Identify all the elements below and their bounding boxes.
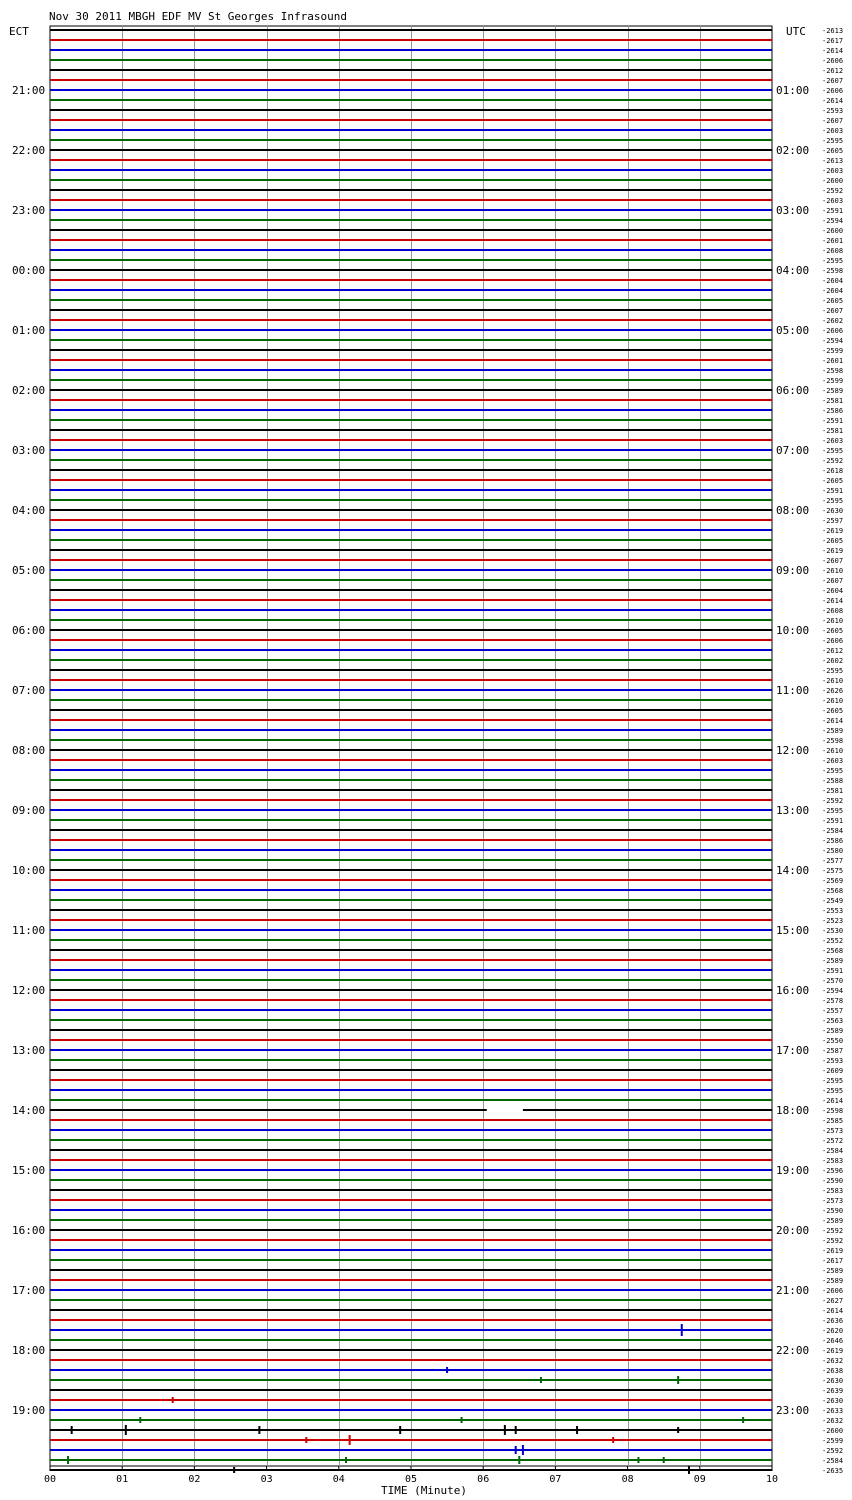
trace-value: -2581 — [822, 787, 844, 795]
trace-value: -2589 — [822, 1027, 844, 1035]
trace-value: -2635 — [822, 1467, 844, 1475]
hour-label-utc: 10:00 — [776, 624, 810, 637]
trace-value: -2595 — [822, 807, 844, 815]
x-tick-label: 07 — [549, 1474, 562, 1485]
trace-value: -2601 — [822, 237, 844, 245]
trace-value: -2591 — [822, 817, 844, 825]
x-tick-label: 05 — [404, 1474, 418, 1485]
trace-value: -2595 — [822, 447, 844, 455]
hour-label-ect: 01:00 — [12, 324, 46, 337]
hour-label-utc: 07:00 — [776, 444, 810, 457]
trace-value: -2613 — [822, 157, 844, 165]
hour-label-utc: 18:00 — [776, 1104, 810, 1117]
x-tick-label: 04 — [332, 1474, 345, 1485]
trace-value: -2589 — [822, 1277, 844, 1285]
hour-label-ect: 09:00 — [12, 804, 46, 817]
trace-value: -2587 — [822, 1047, 844, 1055]
trace-value: -2606 — [822, 87, 844, 95]
hour-label-utc: 13:00 — [776, 804, 810, 817]
trace-value: -2563 — [822, 1017, 844, 1025]
hour-label-ect: 04:00 — [12, 504, 46, 517]
trace-value: -2612 — [822, 67, 844, 75]
trace-value: -2610 — [822, 677, 844, 685]
trace-value: -2599 — [822, 377, 844, 385]
trace-value: -2592 — [822, 187, 844, 195]
trace-value: -2597 — [822, 517, 844, 525]
trace-value: -2602 — [822, 317, 844, 325]
trace-value: -2607 — [822, 307, 844, 315]
trace-value: -2584 — [822, 1457, 844, 1465]
trace-value: -2619 — [822, 1347, 844, 1355]
trace-value: -2591 — [822, 967, 844, 975]
x-tick-label: 08 — [621, 1474, 634, 1485]
x-tick-label: 02 — [188, 1474, 201, 1485]
trace-value: -2604 — [822, 277, 844, 285]
hour-label-utc: 04:00 — [776, 264, 810, 277]
trace-value: -2593 — [822, 107, 844, 115]
trace-value: -2591 — [822, 487, 844, 495]
trace-value: -2589 — [822, 957, 844, 965]
trace-value: -2594 — [822, 337, 844, 345]
trace-value: -2632 — [822, 1357, 844, 1365]
trace-value: -2603 — [822, 167, 844, 175]
trace-value: -2583 — [822, 1187, 844, 1195]
trace-value: -2630 — [822, 1397, 844, 1405]
trace-value: -2589 — [822, 1267, 844, 1275]
trace-value: -2605 — [822, 297, 844, 305]
trace-value: -2552 — [822, 937, 844, 945]
trace-value: -2584 — [822, 1147, 844, 1155]
trace-value: -2610 — [822, 567, 844, 575]
trace-value: -2557 — [822, 1007, 844, 1015]
trace-value: -2606 — [822, 637, 844, 645]
trace-value: -2592 — [822, 797, 844, 805]
trace-value: -2613 — [822, 27, 844, 35]
ect-label: ECT — [9, 25, 29, 38]
trace-value: -2595 — [822, 137, 844, 145]
trace-value: -2601 — [822, 357, 844, 365]
trace-value: -2589 — [822, 1217, 844, 1225]
trace-value: -2592 — [822, 457, 844, 465]
trace-value: -2598 — [822, 267, 844, 275]
hour-label-ect: 15:00 — [12, 1164, 46, 1177]
trace-value: -2598 — [822, 737, 844, 745]
hour-label-ect: 23:00 — [12, 204, 46, 217]
trace-value: -2602 — [822, 657, 844, 665]
hour-label-ect: 21:00 — [12, 84, 46, 97]
trace-value: -2530 — [822, 927, 844, 935]
x-tick-label: 06 — [477, 1474, 490, 1485]
hour-label-ect: 17:00 — [12, 1284, 46, 1297]
trace-value: -2583 — [822, 1157, 844, 1165]
hour-label-utc: 11:00 — [776, 684, 810, 697]
hour-label-ect: 08:00 — [12, 744, 46, 757]
trace-value: -2594 — [822, 217, 844, 225]
trace-value: -2600 — [822, 177, 844, 185]
hour-label-utc: 14:00 — [776, 864, 810, 877]
trace-value: -2614 — [822, 597, 844, 605]
hour-label-utc: 08:00 — [776, 504, 810, 517]
trace-value: -2573 — [822, 1127, 844, 1135]
trace-value: -2594 — [822, 987, 844, 995]
trace-value: -2617 — [822, 37, 844, 45]
hour-label-utc: 16:00 — [776, 984, 810, 997]
hour-label-utc: 03:00 — [776, 204, 810, 217]
trace-value: -2636 — [822, 1317, 844, 1325]
trace-value: -2592 — [822, 1237, 844, 1245]
trace-value: -2633 — [822, 1407, 844, 1415]
trace-value: -2586 — [822, 407, 844, 415]
trace-value: -2604 — [822, 287, 844, 295]
trace-value: -2626 — [822, 687, 844, 695]
trace-value: -2608 — [822, 607, 844, 615]
trace-value: -2550 — [822, 1037, 844, 1045]
trace-value: -2596 — [822, 1167, 844, 1175]
hour-label-ect: 22:00 — [12, 144, 46, 157]
trace-value: -2549 — [822, 897, 844, 905]
trace-value: -2617 — [822, 1257, 844, 1265]
trace-value: -2614 — [822, 1307, 844, 1315]
trace-value: -2638 — [822, 1367, 844, 1375]
trace-value: -2573 — [822, 1197, 844, 1205]
hour-label-ect: 14:00 — [12, 1104, 46, 1117]
hour-label-utc: 02:00 — [776, 144, 810, 157]
trace-value: -2606 — [822, 1287, 844, 1295]
hour-label-ect: 03:00 — [12, 444, 46, 457]
trace-value: -2599 — [822, 1437, 844, 1445]
trace-value: -2572 — [822, 1137, 844, 1145]
trace-value: -2609 — [822, 1067, 844, 1075]
trace-value: -2575 — [822, 867, 844, 875]
trace-value: -2603 — [822, 757, 844, 765]
trace-value: -2591 — [822, 417, 844, 425]
trace-value: -2599 — [822, 347, 844, 355]
trace-value: -2570 — [822, 977, 844, 985]
trace-value: -2598 — [822, 367, 844, 375]
hour-label-utc: 15:00 — [776, 924, 810, 937]
trace-value: -2586 — [822, 837, 844, 845]
trace-value: -2607 — [822, 117, 844, 125]
trace-value: -2568 — [822, 947, 844, 955]
trace-value: -2600 — [822, 1427, 844, 1435]
trace-value: -2606 — [822, 57, 844, 65]
trace-value: -2607 — [822, 557, 844, 565]
trace-value: -2568 — [822, 887, 844, 895]
trace-value: -2603 — [822, 127, 844, 135]
trace-value: -2581 — [822, 427, 844, 435]
trace-value: -2610 — [822, 747, 844, 755]
hour-label-utc: 06:00 — [776, 384, 810, 397]
hour-label-ect: 11:00 — [12, 924, 46, 937]
trace-value: -2619 — [822, 1247, 844, 1255]
hour-label-utc: 21:00 — [776, 1284, 810, 1297]
x-tick-label: 10 — [765, 1474, 779, 1485]
trace-value: -2592 — [822, 1447, 844, 1455]
x-tick-label: 00 — [43, 1474, 57, 1485]
trace-value: -2585 — [822, 1117, 844, 1125]
hour-label-utc: 22:00 — [776, 1344, 810, 1357]
hour-label-utc: 12:00 — [776, 744, 810, 757]
trace-value: -2620 — [822, 1327, 844, 1335]
trace-value: -2610 — [822, 617, 844, 625]
hour-label-ect: 10:00 — [12, 864, 46, 877]
trace-value: -2630 — [822, 1377, 844, 1385]
trace-value: -2553 — [822, 907, 844, 915]
trace-value: -2607 — [822, 577, 844, 585]
trace-value: -2584 — [822, 827, 844, 835]
trace-value: -2605 — [822, 627, 844, 635]
trace-value: -2612 — [822, 647, 844, 655]
trace-value: -2588 — [822, 777, 844, 785]
trace-value: -2619 — [822, 527, 844, 535]
hour-label-ect: 16:00 — [12, 1224, 46, 1237]
hour-label-ect: 02:00 — [12, 384, 46, 397]
trace-value: -2630 — [822, 507, 844, 515]
hour-label-ect: 00:00 — [12, 264, 46, 277]
hour-label-ect: 18:00 — [12, 1344, 46, 1357]
hour-label-utc: 23:00 — [776, 1404, 810, 1417]
trace-value: -2595 — [822, 497, 844, 505]
trace-value: -2590 — [822, 1207, 844, 1215]
x-tick-label: 09 — [693, 1474, 706, 1485]
trace-value: -2639 — [822, 1387, 844, 1395]
trace-value: -2604 — [822, 587, 844, 595]
trace-value: -2569 — [822, 877, 844, 885]
trace-value: -2581 — [822, 397, 844, 405]
hour-label-ect: 06:00 — [12, 624, 46, 637]
trace-value: -2614 — [822, 1097, 844, 1105]
trace-value: -2632 — [822, 1417, 844, 1425]
hour-label-ect: 05:00 — [12, 564, 46, 577]
hour-label-utc: 19:00 — [776, 1164, 810, 1177]
trace-value: -2618 — [822, 467, 844, 475]
trace-value: -2592 — [822, 1227, 844, 1235]
trace-value: -2619 — [822, 547, 844, 555]
trace-value: -2600 — [822, 227, 844, 235]
hour-label-utc: 09:00 — [776, 564, 810, 577]
x-tick-label: 03 — [260, 1474, 273, 1485]
trace-value: -2603 — [822, 437, 844, 445]
trace-value: -2603 — [822, 197, 844, 205]
trace-value: -2605 — [822, 537, 844, 545]
trace-value: -2593 — [822, 1057, 844, 1065]
hour-label-ect: 13:00 — [12, 1044, 46, 1057]
x-axis-ticks — [44, 1466, 778, 1485]
trace-value: -2607 — [822, 77, 844, 85]
trace-value: -2614 — [822, 47, 844, 55]
trace-value: -2608 — [822, 247, 844, 255]
hour-label-utc: 05:00 — [776, 324, 810, 337]
x-tick-label: 01 — [116, 1474, 129, 1485]
chart-title: Nov 30 2011 MBGH EDF MV St Georges Infrasound — [49, 10, 348, 23]
trace-value: -2598 — [822, 1107, 844, 1115]
trace-value: -2595 — [822, 1077, 844, 1085]
hour-label-ect: 07:00 — [12, 684, 46, 697]
trace-value: -2646 — [822, 1337, 844, 1345]
trace-value: -2614 — [822, 717, 844, 725]
trace-value: -2590 — [822, 1177, 844, 1185]
trace-value: -2589 — [822, 387, 844, 395]
trace-value: -2591 — [822, 207, 844, 215]
trace-value: -2595 — [822, 1087, 844, 1095]
x-axis-label: TIME (Minute) — [380, 1484, 468, 1497]
trace-value: -2580 — [822, 847, 844, 855]
hour-label-ect: 19:00 — [12, 1404, 46, 1417]
trace-value: -2595 — [822, 257, 844, 265]
trace-value: -2606 — [822, 327, 844, 335]
trace-value: -2605 — [822, 147, 844, 155]
trace-value: -2523 — [822, 917, 844, 925]
hour-label-utc: 01:00 — [776, 84, 810, 97]
trace-value: -2595 — [822, 667, 844, 675]
trace-value: -2614 — [822, 97, 844, 105]
trace-value-labels — [822, 27, 843, 1475]
hour-label-ect: 12:00 — [12, 984, 46, 997]
trace-value: -2589 — [822, 727, 844, 735]
hour-label-utc: 20:00 — [776, 1224, 810, 1237]
trace-value: -2610 — [822, 697, 844, 705]
trace-value: -2605 — [822, 477, 844, 485]
trace-value: -2577 — [822, 857, 844, 865]
trace-value: -2627 — [822, 1297, 844, 1305]
hour-label-utc: 17:00 — [776, 1044, 810, 1057]
trace-value: -2578 — [822, 997, 844, 1005]
trace-value: -2605 — [822, 707, 844, 715]
trace-value: -2595 — [822, 767, 844, 775]
utc-label: UTC — [786, 25, 806, 38]
